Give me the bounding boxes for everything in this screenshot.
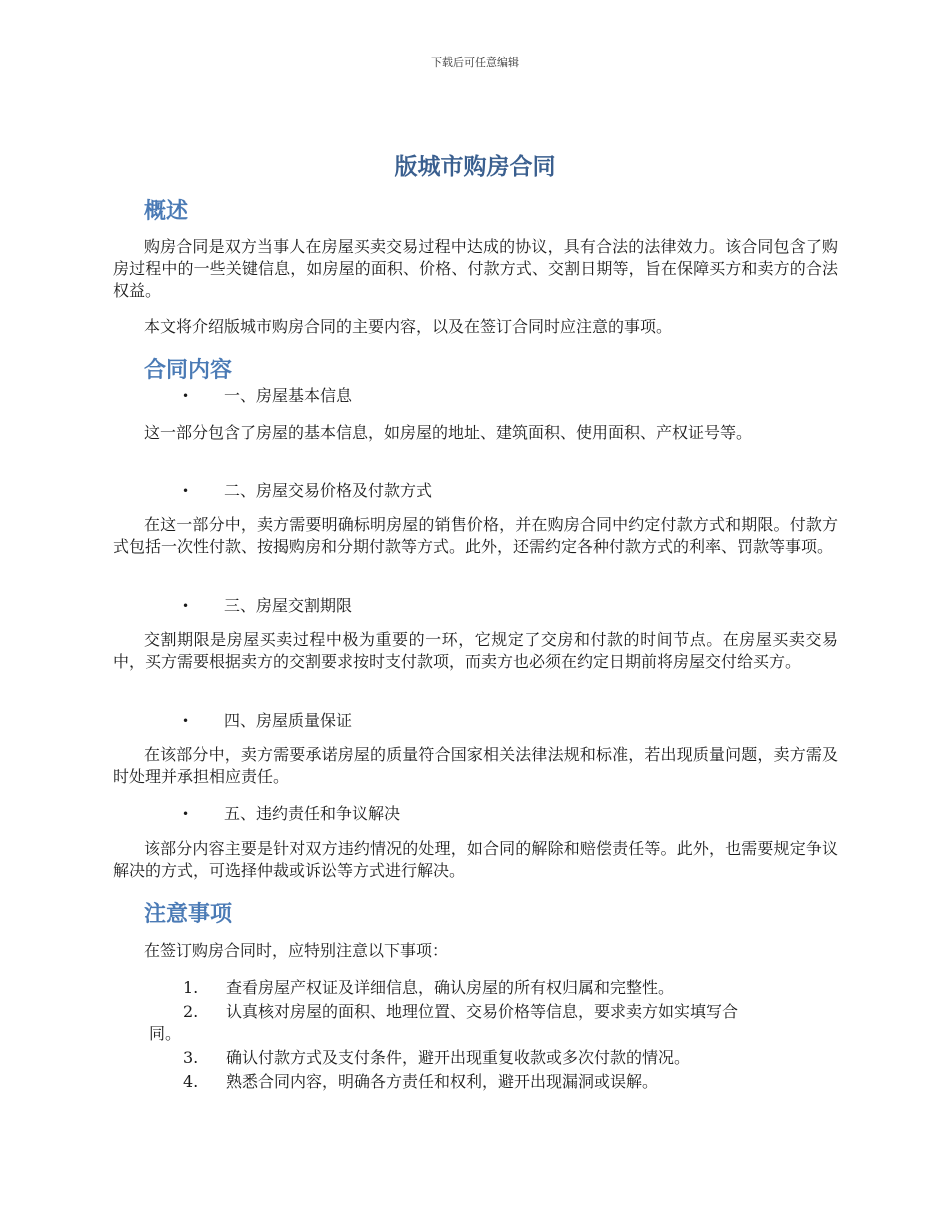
notes-item-3 (113, 1047, 838, 1069)
overview-paragraph-2: 本文将介绍版城市购房合同的主要内容，以及在签订合同时应注意的事项。 (144, 317, 673, 336)
header-note: 下载后可任意编辑 (431, 56, 519, 69)
section-heading-notes: 注意事项 (144, 902, 233, 927)
list-number: 4. (183, 1072, 199, 1091)
list-number: 3. (183, 1048, 199, 1067)
bullet-dot: • (182, 389, 190, 403)
content-item-5-text: 该部分内容主要是针对双方违约情况的处理，如合同的解除和赔偿责任等。此外，也需要规定争议解决的方式，可选择仲裁或诉讼等方式进行解决。 (113, 839, 838, 880)
document-title: 版城市购房合同 (394, 154, 556, 180)
bullet-dot: • (182, 599, 190, 613)
notes-intro: 在签订购房合同时，应特别注意以下事项： (144, 941, 449, 960)
notes-item-4 (113, 1071, 838, 1093)
bullet-label: 一、房屋基本信息 (224, 386, 353, 405)
bullet-label: 四、房屋质量保证 (224, 711, 353, 730)
bullet-label: 五、违约责任和争议解决 (224, 804, 401, 823)
content-item-2-text: 在这一部分中，卖方需要明确标明房屋的销售价格，并在购房合同中约定付款方式和期限。付款方式包括一次性付款、按揭购房和分期付款等方式。此外，还需约定各种付款方式的利率、罚款等事项。 (113, 515, 838, 556)
list-text: 查看房屋产权证及详细信息，确认房屋的所有权归属和完整性。 (226, 978, 675, 997)
notes-item-1 (113, 977, 838, 999)
list-number: 2. (183, 1002, 199, 1021)
list-text: 熟悉合同内容，明确各方责任和权利，避开出现漏洞或误解。 (226, 1072, 659, 1091)
list-text: 确认付款方式及支付条件，避开出现重复收款或多次付款的情况。 (226, 1048, 691, 1067)
list-text-line-1: 认真核对房屋的面积、地理位置、交易价格等信息，要求卖方如实填写合 (226, 1002, 739, 1021)
list-number: 1. (183, 978, 199, 997)
content-item-1-text: 这一部分包含了房屋的基本信息，如房屋的地址、建筑面积、使用面积、产权证号等。 (144, 423, 753, 442)
bullet-label: 三、房屋交割期限 (224, 596, 353, 615)
bullet-dot: • (182, 807, 190, 821)
notes-item-2 (113, 1001, 838, 1045)
bullet-label: 二、房屋交易价格及付款方式 (224, 481, 433, 500)
content-item-4-text: 在该部分中，卖方需要承诺房屋的质量符合国家相关法律法规和标准，若出现质量问题，卖方需及时处理并承担相应责任。 (113, 745, 838, 786)
overview-paragraph-1: 购房合同是双方当事人在房屋买卖交易过程中达成的协议，具有合法的法律效力。该合同包含了购房过程中的一些关键信息，如房屋的面积、价格、付款方式、交割日期等，旨在保障买方和卖方的合法权益。 (113, 237, 838, 300)
bullet-dot: • (182, 484, 190, 498)
section-heading-overview: 概述 (144, 199, 189, 224)
section-heading-content: 合同内容 (144, 358, 233, 383)
bullet-dot: • (182, 714, 190, 728)
content-item-3-text: 交割期限是房屋买卖过程中极为重要的一环，它规定了交房和付款的时间节点。在房屋买卖交易中，买方需要根据卖方的交割要求按时支付款项，而卖方也必须在约定日期前将房屋交付给买方。 (113, 630, 838, 671)
list-text-line-2: 同。 (149, 1024, 182, 1043)
